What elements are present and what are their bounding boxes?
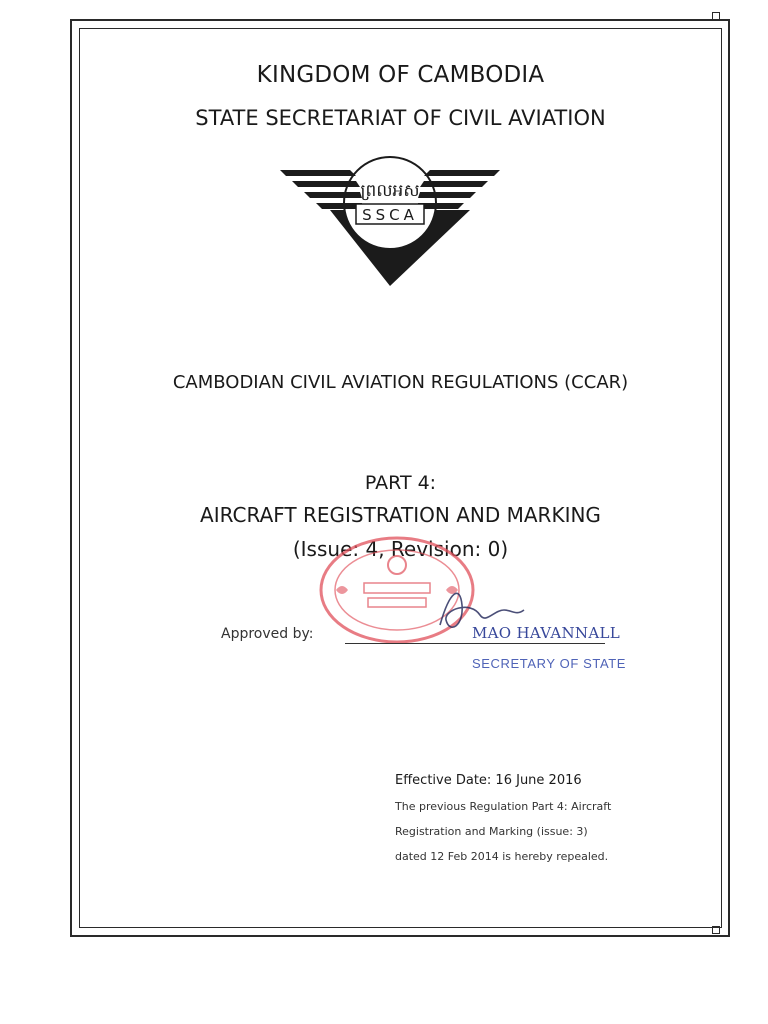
corner-mark xyxy=(712,12,720,20)
corner-mark xyxy=(712,926,720,934)
signature-line xyxy=(345,643,605,644)
repeal-note-line: The previous Regulation Part 4: Aircraft xyxy=(395,800,612,813)
part-label: PART 4: xyxy=(364,472,437,494)
logo-acronym: SSCA xyxy=(362,206,418,224)
approver-name: MAO HAVANNALL xyxy=(472,624,620,642)
heading-kingdom: KINGDOM OF CAMBODIA xyxy=(256,62,545,88)
part-title: AIRCRAFT REGISTRATION AND MARKING xyxy=(200,503,601,527)
repeal-note-line: Registration and Marking (issue: 3) xyxy=(395,825,588,838)
heading-secretariat: STATE SECRETARIAT OF CIVIL AVIATION xyxy=(195,106,606,130)
repeal-note-line: dated 12 Feb 2014 is hereby repealed. xyxy=(395,850,609,863)
logo-khmer-text: ព្រលអស xyxy=(360,181,420,201)
regulation-title: CAMBODIAN CIVIL AVIATION REGULATIONS (CCAR) xyxy=(172,372,629,393)
issue-line: (Issue: 4, Revision: 0) xyxy=(292,537,509,561)
ssca-logo-icon xyxy=(270,148,510,288)
effective-date: Effective Date: 16 June 2016 xyxy=(395,773,582,788)
approved-by-label: Approved by: xyxy=(221,626,314,642)
approver-position: SECRETARY OF STATE xyxy=(472,656,627,671)
